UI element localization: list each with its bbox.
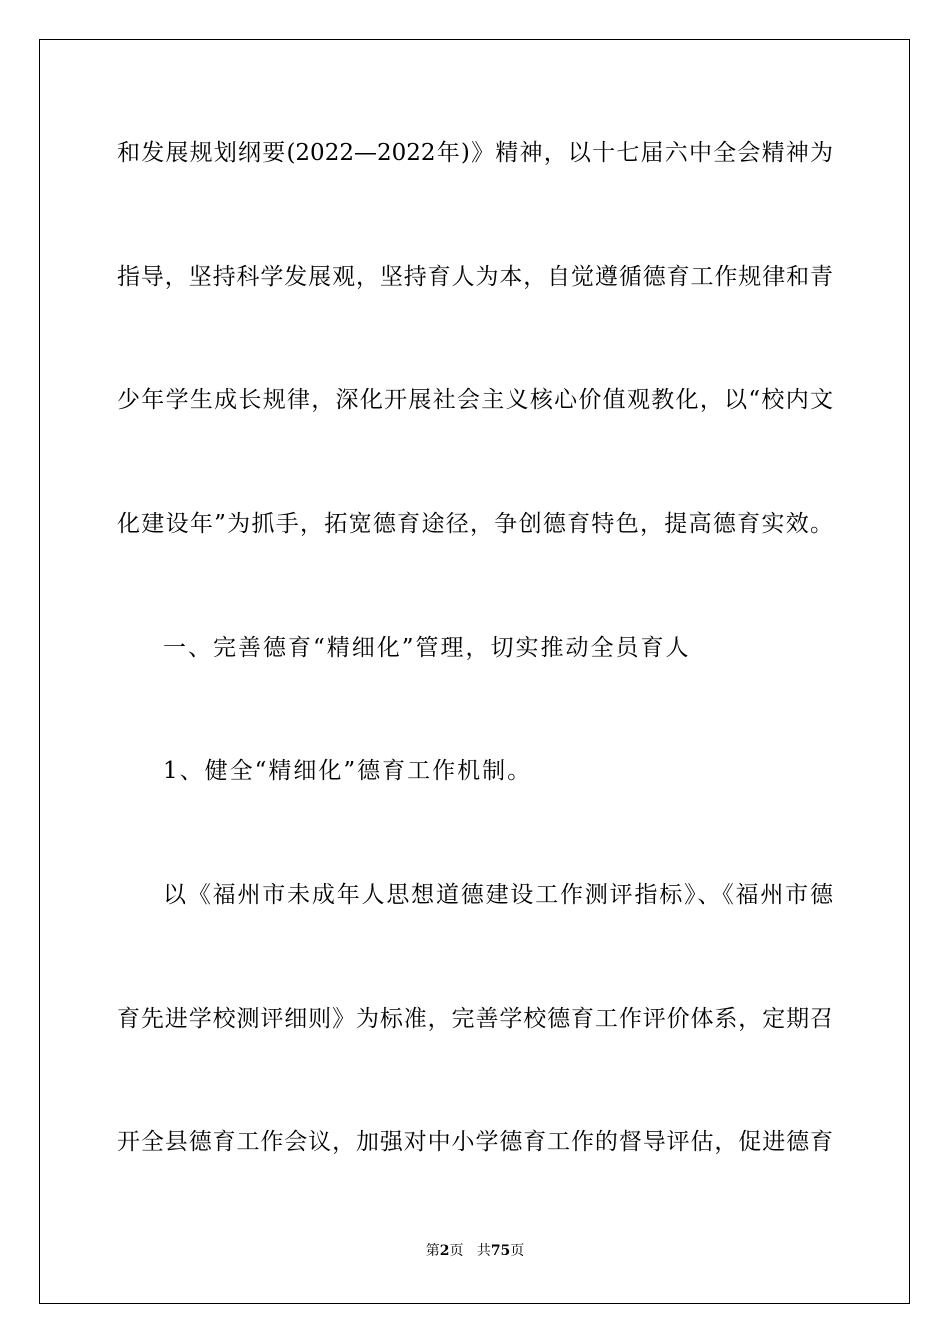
total-suffix: 页 [510,1243,525,1259]
paragraph-line: 以《福州市未成年人思想道德建设工作测评指标》、《福州市德 [163,882,833,908]
paragraph-line: 少年学生成长规律，深化开展社会主义核心价值观教化，以“校内文 [117,387,833,413]
page-border [39,39,910,1304]
page-number: 2 [439,1243,450,1259]
page-prefix: 第 [425,1243,440,1259]
total-prefix: 共 [476,1243,491,1259]
section-heading: 一、完善德育“精细化”管理，切实推动全员育人 [163,635,691,661]
paragraph-line: 开全县德育工作会议，加强对中小学德育工作的督导评估，促进德育 [117,1129,833,1155]
page-suffix: 页 [449,1243,464,1259]
paragraph-line: 育先进学校测评细则》为标准，完善学校德育工作评价体系，定期召 [117,1006,833,1032]
paragraph-line: 和发展规划纲要(2022—2022年)》精神，以十七届六中全会精神为 [117,140,833,166]
total-pages: 75 [490,1243,511,1259]
subsection-heading: 1、健全“精细化”德育工作机制。 [163,758,533,784]
paragraph-line: 指导，坚持科学发展观，坚持育人为本，自觉遵循德育工作规律和青 [117,264,833,290]
paragraph-line: 化建设年”为抓手，拓宽德育途径，争创德育特色，提高德育实效。 [117,511,833,537]
page-footer [0,1242,950,1260]
